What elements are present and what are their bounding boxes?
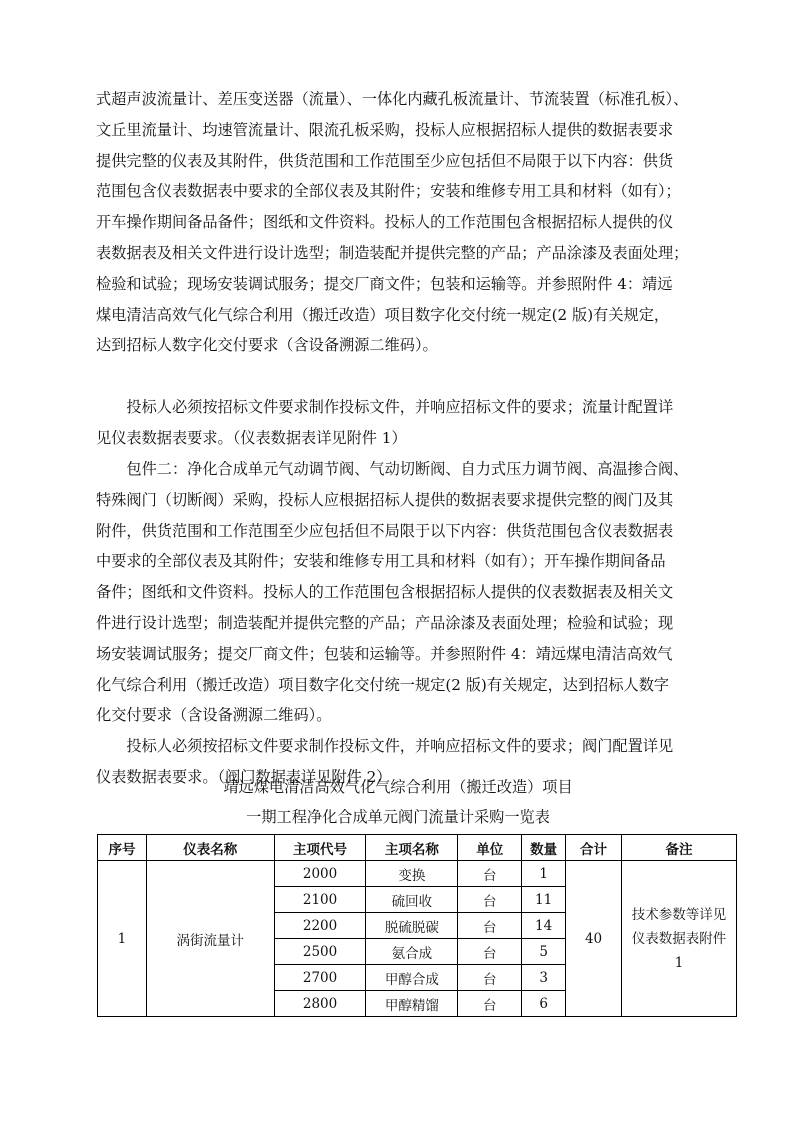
header-remark: 备注 [621, 835, 736, 861]
item-name: 甲醇精馏 [366, 991, 458, 1017]
item-name: 脱硫脱碳 [366, 913, 458, 939]
text-line: 文丘里流量计、均速管流量计、限流孔板采购，投标人应根据招标人提供的数据表要求 [96, 120, 674, 139]
paragraph-flowmeter-scope [96, 84, 700, 361]
unit: 台 [458, 861, 522, 887]
paragraph-flowmeter-bid-requirement [96, 392, 700, 454]
text-line: 煤电清洁高效气化气综合利用（搬迁改造）项目数字化交付统一规定(2 版)有关规定， [96, 305, 670, 324]
text-line: 式超声波流量计、差压变送器（流量）、一体化内藏孔板流量计、节流装置（标准孔板）、 [96, 90, 689, 108]
text-line: 化气综合利用（搬迁改造）项目数字化交付统一规定(2 版)有关规定，达到招标人数字 [96, 675, 670, 694]
text-line: 见仪表数据表要求。（仪表数据表详见附件 1） [96, 428, 407, 447]
unit: 台 [458, 939, 522, 965]
header-total: 合计 [566, 835, 622, 861]
text-line: 表数据表及相关文件进行设计选型；制造装配并提供完整的产品；产品涂漆及表面处理； [96, 243, 689, 262]
item-code: 2800 [274, 991, 366, 1017]
instrument-name: 涡街流量计 [146, 861, 274, 1017]
quantity: 3 [522, 965, 566, 991]
item-name: 变换 [366, 861, 458, 887]
text-line: 件进行设计选型；制造装配并提供完整的产品；产品涂漆及表面处理；检验和试验；现 [96, 613, 674, 632]
text-line: 包件二：净化合成单元气动调节阀、气动切断阀、自力式压力调节阀、高温掺合阀、 [96, 460, 689, 478]
header-instrument-name: 仪表名称 [146, 835, 274, 861]
text-line: 场安装调试服务；提交厂商文件；包装和运输等。并参照附件 4：靖远煤电清洁高效气 [96, 644, 673, 663]
text-line: 特殊阀门（切断阀）采购，投标人应根据招标人提供的数据表要求提供完整的阀门及其 [96, 490, 674, 509]
item-name: 氨合成 [366, 939, 458, 965]
header-no: 序号 [98, 835, 147, 861]
unit: 台 [458, 913, 522, 939]
unit: 台 [458, 991, 522, 1017]
remark [621, 861, 736, 1017]
table-header-row [98, 835, 737, 861]
remark-text: 技术参数等详见仪表数据表附件1 [631, 906, 727, 971]
row-no: 1 [98, 861, 147, 1017]
header-unit: 单位 [458, 835, 522, 861]
unit: 台 [458, 887, 522, 913]
quantity: 5 [522, 939, 566, 965]
table-row [98, 861, 737, 887]
table-title-line1: 靖远煤电清洁高效气化气综合利用（搬迁改造）项目 [223, 778, 573, 796]
text-line: 范围包含仪表数据表中要求的全部仪表及其附件；安装和维修专用工具和材料（如有）； [96, 182, 681, 201]
quantity: 14 [522, 913, 566, 939]
text-line: 中要求的全部仪表及其附件；安装和维修专用工具和材料（如有）；开车操作期间备品 [96, 552, 666, 571]
header-item-name: 主项名称 [366, 835, 458, 861]
item-code: 2700 [274, 965, 366, 991]
text-line: 投标人必须按招标文件要求制作投标文件，并响应招标文件的要求；流量计配置详 [96, 398, 674, 416]
table-title-line2: 一期工程净化合成单元阀门流量计采购一览表 [246, 808, 550, 826]
procurement-table [97, 834, 737, 1017]
quantity: 1 [522, 861, 566, 887]
item-code: 2100 [274, 887, 366, 913]
text-line: 开车操作期间备品备件；图纸和文件资料。投标人的工作范围包含根据招标人提供的仪 [96, 213, 674, 232]
quantity: 6 [522, 991, 566, 1017]
text-line: 提供完整的仪表及其附件，供货范围和工作范围至少应包括但不局限于以下内容：供货 [96, 151, 674, 170]
paragraph-package2-scope [96, 454, 700, 731]
text-line: 达到招标人数字化交付要求（含设备溯源二维码）。 [96, 336, 438, 355]
item-code: 2000 [274, 861, 366, 887]
item-code: 2200 [274, 913, 366, 939]
total: 40 [566, 861, 622, 1017]
text-line: 投标人必须按招标文件要求制作投标文件，并响应招标文件的要求；阀门配置详见 [96, 737, 674, 755]
text-line: 备件；图纸和文件资料。投标人的工作范围包含根据招标人提供的仪表数据表及相关文 [96, 583, 674, 602]
header-quantity: 数量 [522, 835, 566, 861]
item-name: 硫回收 [366, 887, 458, 913]
quantity: 11 [522, 887, 566, 913]
text-line: 化交付要求（含设备溯源二维码）。 [96, 706, 332, 725]
text-line: 仪表数据表要求。（阀门数据表详见附件 2） [96, 767, 392, 786]
text-line: 检验和试验；现场安装调试服务；提交厂商文件；包装和运输等。并参照附件 4：靖远 [96, 274, 673, 293]
item-code: 2500 [274, 939, 366, 965]
header-item-code: 主项代号 [274, 835, 366, 861]
unit: 台 [458, 965, 522, 991]
text-line: 附件，供货范围和工作范围至少应包括但不局限于以下内容：供货范围包含仪表数据表 [96, 521, 674, 540]
item-name: 甲醇合成 [366, 965, 458, 991]
